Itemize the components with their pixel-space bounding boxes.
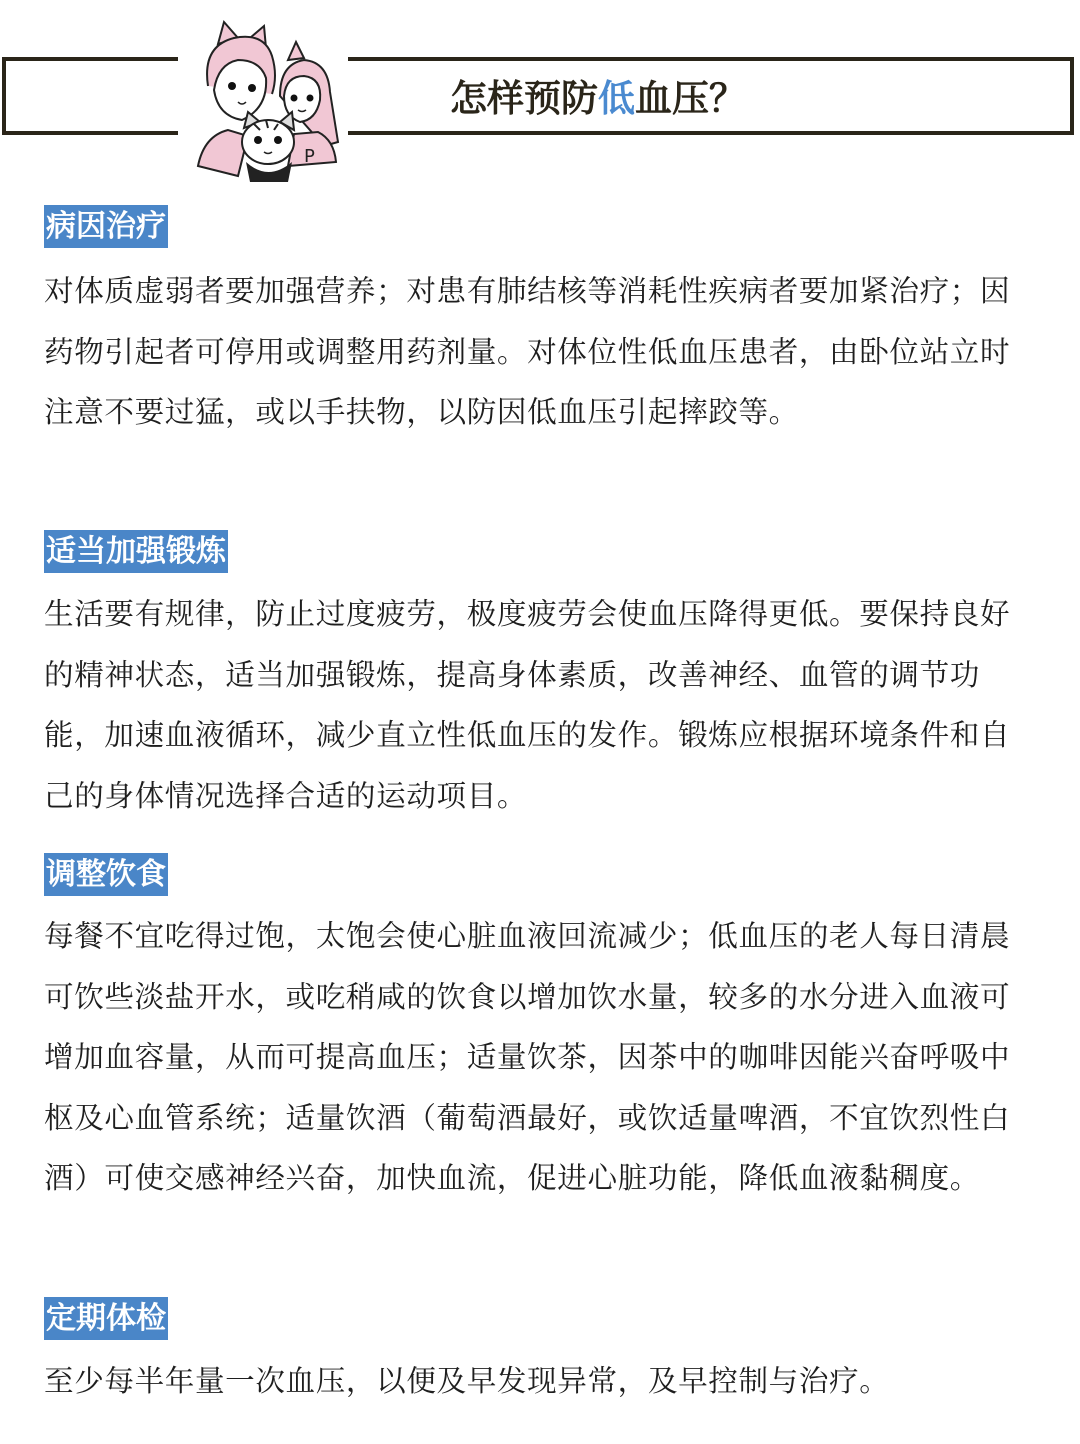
section-body-diet: 每餐不宜吃得过饱，太饱会使心脏血液回流减少；低血压的老人每日清晨可饮些淡盐开水，或吃稍咸的饮食以增加饮水量，较多的水分进入血液可增加血容量，从而可提高血压；适量饮茶，因茶中的咖啡因能兴奋呼吸中枢及心血管系统；适量饮酒（葡萄酒最好，或饮适量啤酒，不宜饮烈性白酒）可使交感神经兴奋，加快血流，促进心脏功能，降低血液黏稠度。	[44, 919, 1011, 1195]
page-title	[450, 76, 746, 122]
section-body-checkup: 至少每半年量一次血压，以便及早发现异常，及早控制与治疗。	[44, 1364, 890, 1398]
section-label-cause-treatment: 病因治疗	[44, 205, 168, 248]
title-highlight: 低	[598, 77, 635, 120]
section-label-diet: 调整饮食	[44, 853, 168, 896]
section-label-checkup: 定期体检	[44, 1297, 168, 1340]
section-body-exercise: 生活要有规律，防止过度疲劳，极度疲劳会使血压降得更低。要保持良好的精神状态，适当加强锻炼，提高身体素质，改善神经、血管的调节功能，加速血液循环，减少直立性低血压的发作。锻炼应根据环境条件和自己的身体情况选择合适的运动项目。	[44, 597, 1011, 813]
illustration-avatar	[188, 16, 348, 184]
section-label-exercise: 适当加强锻炼	[44, 530, 228, 573]
svg-text:P: P	[304, 146, 315, 167]
title-text-after: 血压？	[635, 77, 746, 120]
title-text-before: 怎样预防	[450, 77, 598, 120]
section-body-cause-treatment: 对体质虚弱者要加强营养；对患有肺结核等消耗性疾病者要加紧治疗；因药物引起者可停用或调整用药剂量。对体位性低血压患者，由卧位站立时注意不要过猛，或以手扶物，以防因低血压引起摔跤等。	[44, 274, 1011, 429]
